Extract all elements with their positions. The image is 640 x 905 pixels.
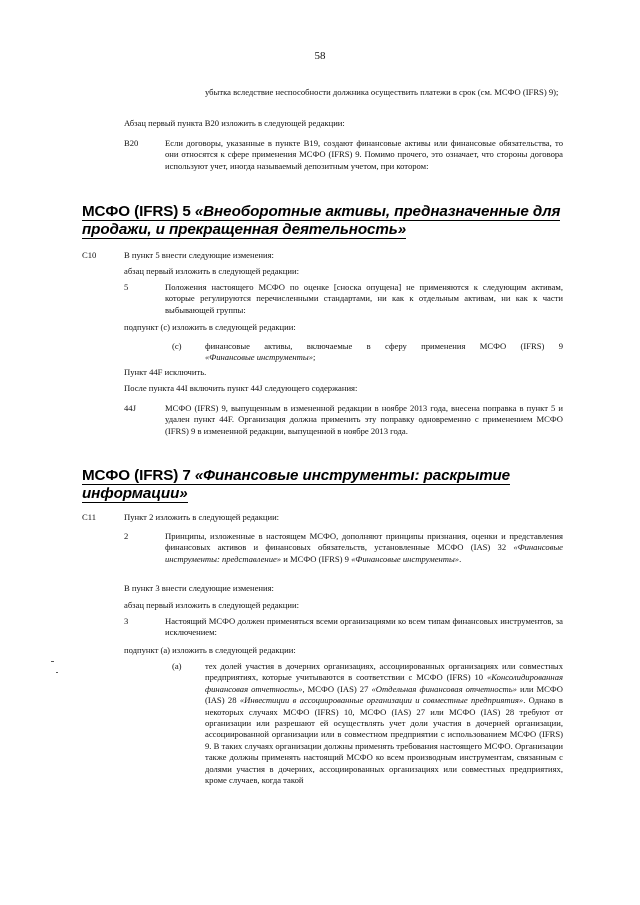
p44j-paragraph: МСФО (IFRS) 9, выпущенным в измененной редакции в ноябре 2013 года, внесена поправка в пункт 5 и удален пункт 44F. Организация должна применить эту поправку одновременно с применением МСФО (IFRS) 9 в измененной редакции, выпущенной в ноябре 2013 года.	[165, 403, 563, 436]
instruction-p3-paragraph-one: абзац первый изложить в следующей редакции:	[124, 600, 299, 610]
instruction-b20: Абзац первый пункта B20 изложить в следующей редакции:	[124, 118, 345, 128]
p5-paragraph: Положения настоящего МСФО по оценке [сноска опущена] не применяются к следующим активам, которые регулируются перечисленными стандартами, ни как к отдельным активам, ни как к части выбывающей группы:	[165, 282, 563, 315]
continuation-text: убытка вследствие неспособности должника осуществить платежи в срок (см. МСФО (IFRS) 9);	[205, 87, 559, 97]
p2-italic-a: «Финансовые инструменты: представление»	[165, 542, 563, 564]
c11-label: C11	[82, 512, 97, 522]
a-italic-2: «Отдельная финансовая отчетность»	[371, 683, 517, 694]
a-text-2: , МСФО (IAS) 27	[302, 683, 372, 694]
p3-label: 3	[124, 616, 129, 626]
c-text-italic: «Финансовые инструменты»	[205, 352, 313, 362]
p2-label: 2	[124, 531, 129, 541]
c10-instruction: В пункт 5 внести следующие изменения:	[124, 250, 274, 260]
a-text-4: . Однако в некоторых случаях МСФО (IFRS) 10, МСФО (IAS) 27 или МСФО (IAS) 28 требуют от организации или разрешают ей осуществлять учет доли участия в дочерней организации, ассоциированной организации или в совместном предприятии с использованием МСФО (IFRS) 9. В таких случаях организации должны применять требования настоящего МСФО. Организации также должны применять настоящий МСФО ко всем производным инструментам, связанным с долями участия в дочерних, ассоциированных организациях или совместных предприятиях, кроме случаев, когда такой	[205, 695, 563, 786]
c-paragraph-line2	[205, 352, 563, 363]
instruction-44f: Пункт 44F исключить.	[124, 367, 207, 377]
b20-paragraph: Если договоры, указанные в пункте B19, создают финансовые активы или финансовые обязательства, то они относятся к сфере применения МСФО (IFRS) 9. Помимо прочего, это означает, что стороны договора используют учет, иногда называемый депозитным учетом, при котором:	[165, 138, 563, 171]
a-label: (a)	[172, 661, 182, 671]
page-number: 58	[314, 50, 326, 62]
p2-text-b: и МСФО (IFRS) 9	[281, 553, 352, 564]
scan-mark	[56, 672, 58, 673]
p2-text-a: Принципы, изложенные в настоящем МСФО, дополняют принципы признания, оценки и представления финансовых активов и финансовых обязательств, установленные МСФО (IAS) 32	[165, 531, 563, 553]
c-text: финансовые активы, включаемые в сферу применения МСФО (IFRS) 9	[205, 341, 563, 351]
a-paragraph	[205, 661, 563, 786]
p44j-label: 44J	[124, 403, 136, 413]
a-italic-3: «Инвестиции в ассоциированные организации и совместные предприятия»	[239, 695, 524, 706]
a-text-1: тех долей участия в дочерних организациях, ассоциированных организациях или совместных предприятиях, которые учитываются в соответствии с МСФО (IFRS) 10	[205, 661, 563, 683]
c-label: (c)	[172, 341, 182, 351]
p2-paragraph	[165, 531, 563, 565]
instruction-subparagraph-c: подпункт (c) изложить в следующей редакции:	[124, 322, 296, 332]
section-heading-ifrs7	[82, 467, 522, 503]
p3-paragraph: Настоящий МСФО должен применяться всеми организациями ко всем типам финансовых инструментов, за исключением:	[165, 616, 563, 638]
c-paragraph-line1	[205, 341, 563, 352]
instruction-44j: После пункта 44I включить пункт 44J следующего содержания:	[124, 383, 358, 393]
c11-instruction: Пункт 2 изложить в следующей редакции:	[124, 512, 280, 522]
heading-ifrs5-plain: МСФО (IFRS) 5	[82, 203, 195, 220]
a-italic-1: «Консолидированная финансовая отчетность»	[205, 672, 563, 694]
heading-ifrs7-plain: МСФО (IFRS) 7	[82, 467, 195, 484]
c-text-end: ;	[313, 352, 316, 362]
instruction-subparagraph-a: подпункт (a) изложить в следующей редакции:	[124, 645, 296, 655]
p2-italic-b: «Финансовые инструменты»	[351, 553, 460, 564]
heading-ifrs7-italic: «Финансовые инструменты: раскрытие информации»	[82, 467, 511, 502]
b20-label: B20	[124, 138, 139, 148]
section-heading-ifrs5	[82, 203, 572, 239]
instruction-paragraph-one: абзац первый изложить в следующей редакции:	[124, 266, 299, 276]
scan-mark	[51, 661, 54, 662]
p2-text-c: .	[459, 553, 462, 564]
p5-label: 5	[124, 282, 129, 292]
instruction-p3: В пункт 3 внести следующие изменения:	[124, 583, 274, 593]
a-text-3: или МСФО (IAS) 28	[205, 683, 563, 706]
c10-label: C10	[82, 250, 97, 260]
heading-ifrs5-italic: «Внеоборотные активы, предназначенные для продажи, и прекращенная деятельность»	[82, 203, 561, 238]
